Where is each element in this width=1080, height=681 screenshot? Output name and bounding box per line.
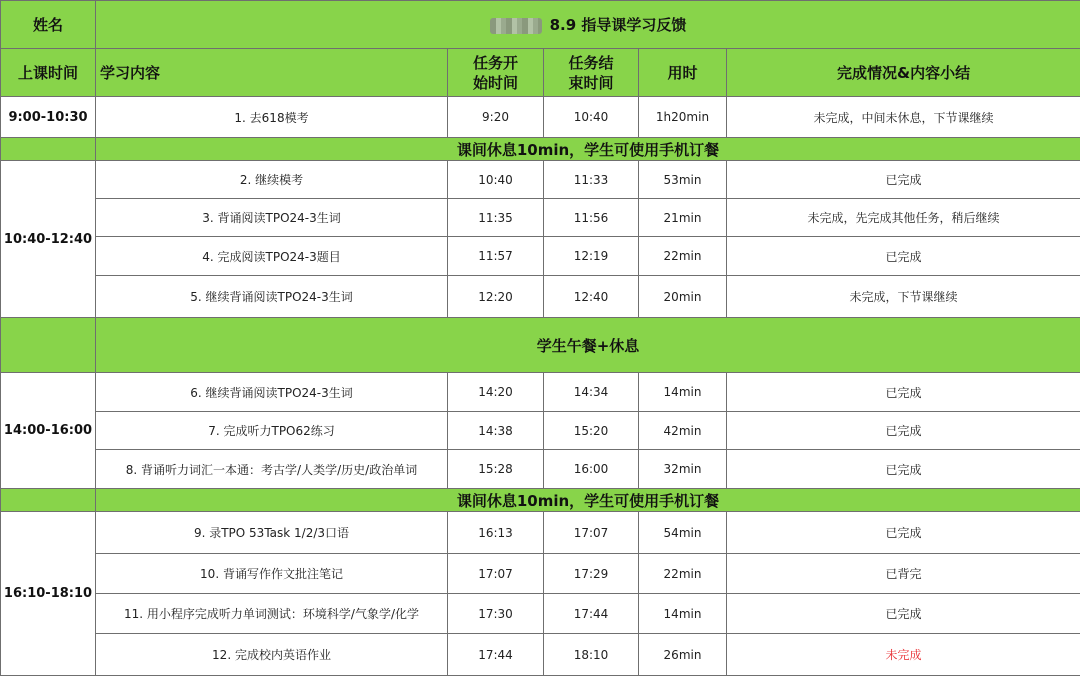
task-summary: 已完成 (727, 237, 1080, 276)
col-header-end-l1: 任务结 (568, 53, 614, 72)
task-duration: 42min (639, 412, 727, 450)
time-block-4: 16:10-18:10 (1, 512, 96, 676)
task-start: 17:44 (448, 634, 544, 676)
table-row (1, 412, 1080, 450)
col-header-end (544, 49, 639, 97)
task-content: 1. 去618模考 (96, 97, 448, 138)
task-content: 4. 完成阅读TPO24-3题目 (96, 237, 448, 276)
task-end: 12:19 (544, 237, 639, 276)
col-header-content: 学习内容 (96, 49, 448, 97)
table-row (1, 161, 1080, 199)
task-summary: 已完成 (727, 161, 1080, 199)
task-start: 14:38 (448, 412, 544, 450)
table-row (1, 373, 1080, 412)
task-duration: 53min (639, 161, 727, 199)
task-start: 16:13 (448, 512, 544, 554)
table-row (1, 512, 1080, 554)
break-label: 课间休息10min，学生可使用手机订餐 (96, 138, 1080, 161)
task-content: 5. 继续背诵阅读TPO24-3生词 (96, 276, 448, 318)
col-header-start-l1: 任务开 (472, 53, 518, 72)
task-duration: 32min (639, 450, 727, 489)
lunch-spacer (1, 318, 96, 373)
task-summary: 未完成，下节课继续 (727, 276, 1080, 318)
task-end: 14:34 (544, 373, 639, 412)
task-start: 11:35 (448, 199, 544, 237)
table-row (1, 199, 1080, 237)
name-label: 姓名 (1, 1, 96, 49)
task-duration: 22min (639, 554, 727, 594)
task-duration: 22min (639, 237, 727, 276)
task-end: 16:00 (544, 450, 639, 489)
task-end: 17:44 (544, 594, 639, 634)
task-content: 2. 继续模考 (96, 161, 448, 199)
table-row (1, 554, 1080, 594)
lunch-label: 学生午餐+休息 (96, 318, 1080, 373)
table-row (1, 276, 1080, 318)
col-header-start (448, 49, 544, 97)
col-header-end-l2: 束时间 (568, 73, 614, 92)
table-row (1, 634, 1080, 676)
table-row (1, 237, 1080, 276)
task-end: 17:07 (544, 512, 639, 554)
lunch-row (1, 318, 1080, 373)
task-content: 3. 背诵阅读TPO24-3生词 (96, 199, 448, 237)
task-duration: 20min (639, 276, 727, 318)
task-start: 14:20 (448, 373, 544, 412)
col-header-time: 上课时间 (1, 49, 96, 97)
table-row (1, 594, 1080, 634)
task-start: 9:20 (448, 97, 544, 138)
task-duration: 21min (639, 199, 727, 237)
time-block-2: 10:40-12:40 (1, 161, 96, 318)
task-duration: 54min (639, 512, 727, 554)
task-duration: 14min (639, 373, 727, 412)
task-content: 8. 背诵听力词汇一本通：考古学/人类学/历史/政治单词 (96, 450, 448, 489)
table-row (1, 97, 1080, 138)
task-end: 11:56 (544, 199, 639, 237)
task-end: 10:40 (544, 97, 639, 138)
task-summary: 未完成，中间未休息，下节课继续 (727, 97, 1080, 138)
task-content: 6. 继续背诵阅读TPO24-3生词 (96, 373, 448, 412)
task-content: 10. 背诵写作作文批注笔记 (96, 554, 448, 594)
break-label: 课间休息10min，学生可使用手机订餐 (96, 489, 1080, 512)
title-row (1, 1, 1080, 49)
task-content: 12. 完成校内英语作业 (96, 634, 448, 676)
task-end: 15:20 (544, 412, 639, 450)
task-content: 11. 用小程序完成听力单词测试：环境科学/气象学/化学 (96, 594, 448, 634)
task-summary: 已完成 (727, 412, 1080, 450)
redacted-name (490, 18, 542, 34)
page-title (96, 1, 1080, 49)
col-header-start-l2: 始时间 (472, 73, 518, 92)
col-header-duration: 用时 (639, 49, 727, 97)
break-spacer (1, 138, 96, 161)
time-block-1: 9:00-10:30 (1, 97, 96, 138)
task-summary: 已完成 (727, 594, 1080, 634)
task-start: 15:28 (448, 450, 544, 489)
task-start: 17:30 (448, 594, 544, 634)
task-start: 17:07 (448, 554, 544, 594)
task-content: 7. 完成听力TPO62练习 (96, 412, 448, 450)
task-start: 11:57 (448, 237, 544, 276)
task-duration: 26min (639, 634, 727, 676)
task-summary: 已完成 (727, 512, 1080, 554)
task-summary: 已背完 (727, 554, 1080, 594)
col-header-summary: 完成情况&内容小结 (727, 49, 1080, 97)
task-start: 10:40 (448, 161, 544, 199)
task-duration: 1h20min (639, 97, 727, 138)
task-end: 18:10 (544, 634, 639, 676)
task-content: 9. 录TPO 53Task 1/2/3口语 (96, 512, 448, 554)
break-row (1, 489, 1080, 512)
task-end: 17:29 (544, 554, 639, 594)
task-start: 12:20 (448, 276, 544, 318)
task-end: 11:33 (544, 161, 639, 199)
task-summary: 已完成 (727, 373, 1080, 412)
break-spacer (1, 489, 96, 512)
task-duration: 14min (639, 594, 727, 634)
task-summary: 已完成 (727, 450, 1080, 489)
column-header-row (1, 49, 1080, 97)
break-row (1, 138, 1080, 161)
task-summary-incomplete: 未完成 (727, 634, 1080, 676)
time-block-3: 14:00-16:00 (1, 373, 96, 489)
table-row (1, 450, 1080, 489)
title-text: 8.9 指导课学习反馈 (549, 16, 687, 34)
task-end: 12:40 (544, 276, 639, 318)
task-summary: 未完成，先完成其他任务，稍后继续 (727, 199, 1080, 237)
